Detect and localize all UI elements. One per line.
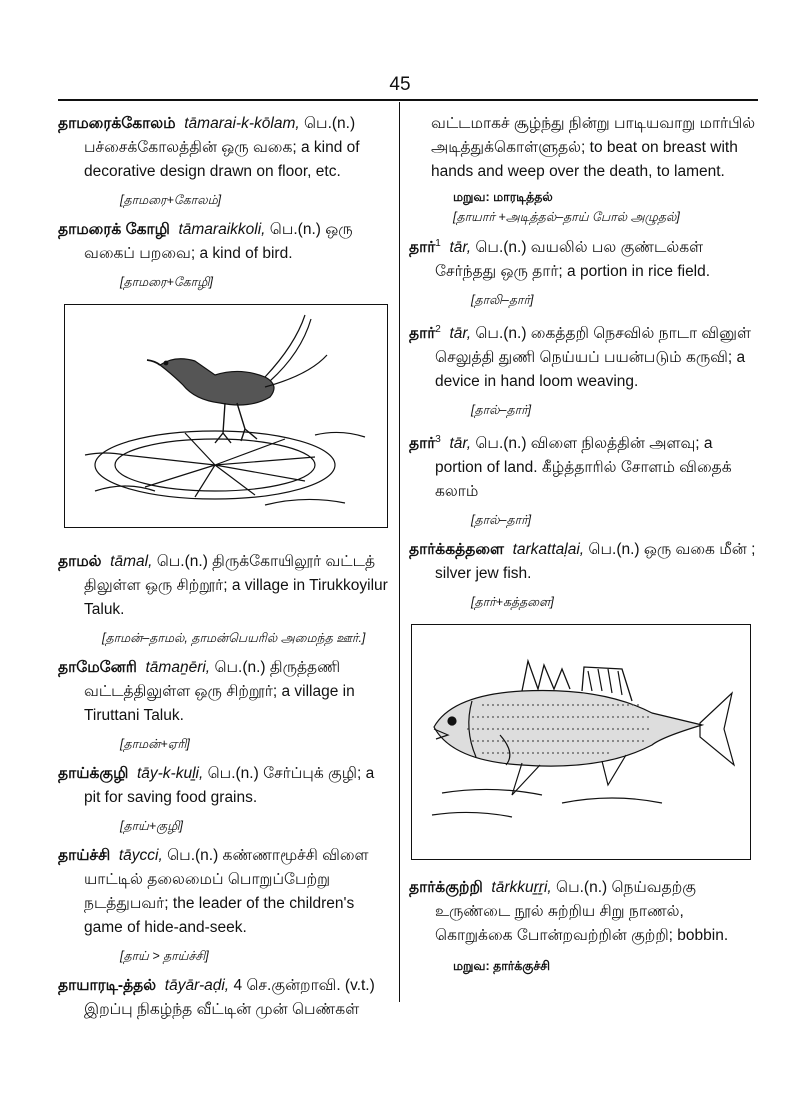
etymology: [தால்–தார்] bbox=[471, 403, 532, 418]
definition: பெ.(n.) வயலில் பல குண்டல்கள் சேர்ந்தது ஒரு தார்; a portion in rice field. bbox=[435, 239, 711, 281]
transliteration: tār, bbox=[449, 435, 472, 453]
definition: 4 செ.குன்றாவி. (v.t.) இறப்பு நிகழ்ந்த வீட்டின் முன் பெண்கள் bbox=[84, 977, 375, 1018]
entry-tamaraikkozhi bbox=[58, 218, 389, 294]
headword: தாமேனேரி bbox=[58, 659, 137, 676]
definition: பெ.(n.) திருத்தணி வட்டத்திலுள்ள ஒரு சிற்றூர்; a village in Tiruttani Taluk. bbox=[84, 659, 355, 724]
headword: தார் bbox=[409, 325, 436, 343]
definition: பெ.(n.) பச்சைக்கோலத்தின் ஒரு வகை; a kind of decorative design drawn on floor, etc. bbox=[84, 115, 360, 180]
entry-taykkuzhi bbox=[58, 762, 389, 838]
entry-tar-3 bbox=[409, 428, 758, 532]
definition: பெ.(n.) திருக்கோயிலூர் வட்டத் திலுள்ள ஒரு சிற்றூர்; a village in Tirukkoyilur Taluk. bbox=[84, 553, 388, 618]
transliteration: tārkkuṟṟi, bbox=[491, 879, 552, 897]
headword: தார் bbox=[409, 435, 436, 453]
entry-tamaraikkolam bbox=[58, 112, 389, 212]
definition: பெ.(n.) ஒரு வகைப் பறவை; a kind of bird. bbox=[84, 221, 353, 262]
entry-tamaneri bbox=[58, 656, 389, 756]
transliteration: tāmaṉēri, bbox=[145, 659, 211, 676]
etymology: [தார்+கத்தளை] bbox=[471, 595, 554, 610]
etymology: [தாமரை+கோழி] bbox=[120, 275, 213, 289]
definition: பெ.(n.) கைத்தறி நெசவில் நாடா வினுள் செலுத்தி துணி நெய்யப் பயன்படும் கருவி; a device in hand loom weaving. bbox=[435, 325, 752, 391]
definition: பெ.(n.) நெய்வதற்கு உருண்டை நூல் சுற்றிய சிறு நாணல், கொறுக்கை போன்றவற்றின் குற்றி; bobbin. bbox=[435, 879, 729, 945]
column-divider bbox=[399, 102, 400, 1002]
page-number: 45 bbox=[389, 74, 411, 95]
homograph-number: 3 bbox=[435, 434, 441, 446]
transliteration: tāycci, bbox=[118, 847, 163, 864]
etymology: [தாமன்+ஏரி] bbox=[120, 737, 190, 751]
entry-tamal bbox=[58, 550, 389, 650]
etymology: [தாய் > தாய்ச்சி] bbox=[120, 949, 209, 963]
headword: தாயாரடி-த்தல் bbox=[58, 977, 157, 994]
bird-illustration bbox=[64, 304, 388, 528]
entry-taycci bbox=[58, 844, 389, 968]
synonym-reference: மறுவ: மாரடித்தல் bbox=[453, 190, 553, 204]
headword: தாமரைக் கோழி bbox=[58, 221, 170, 238]
homograph-number: 2 bbox=[435, 324, 441, 336]
entry-tarkkattalai bbox=[409, 538, 758, 614]
transliteration: tāy-k-kuḻi, bbox=[136, 765, 204, 782]
headword: தாமரைக்கோலம் bbox=[58, 115, 176, 132]
headword: தாமல் bbox=[58, 553, 102, 570]
fish-illustration bbox=[411, 624, 751, 860]
fish-drawing bbox=[412, 625, 750, 859]
headword: தார்க்கத்தளை bbox=[409, 541, 504, 559]
definition: பெ.(n.) கண்ணாமூச்சி விளை யாட்டில் தலைமைப் பொறுப்பேற்று நடத்துபவர்; the leader of the children's game of hide-and-seek. bbox=[84, 847, 369, 936]
left-column bbox=[58, 112, 389, 1028]
definition: பெ.(n.) சேர்ப்புக் குழி; a pit for saving food grains. bbox=[84, 765, 375, 806]
etymology: [தாலி–தார்] bbox=[471, 293, 534, 308]
etymology: [தாமரை+கோலம்] bbox=[120, 193, 222, 207]
definition: பெ.(n.) விளை நிலத்தின் அளவு; a portion of land. கீழ்த்தாரில் சோளம் விதைக் கலாம் bbox=[435, 435, 732, 501]
entry-tayaradittal bbox=[58, 974, 389, 1022]
headword: தார்க்குற்றி bbox=[409, 879, 483, 897]
transliteration: tāmal, bbox=[110, 553, 153, 570]
etymology: [தாய்+குழி] bbox=[120, 819, 183, 833]
continued-definition: வட்டமாகச் சூழ்ந்து நின்று பாடியவாறு மார்பில் அடித்துக்கொள்ளுதல்; to beat on breast with hands and weep over the death, to lament. bbox=[431, 115, 756, 180]
entry-tar-2 bbox=[409, 318, 758, 422]
header-rule bbox=[58, 99, 758, 101]
headword: தார் bbox=[409, 239, 436, 257]
etymology: [தால்–தார்] bbox=[471, 513, 532, 528]
transliteration: tāmaraikkoli, bbox=[178, 221, 266, 238]
transliteration: tarkattaḷai, bbox=[512, 541, 585, 559]
entry-tarkkurri bbox=[409, 876, 758, 978]
bird-drawing bbox=[65, 305, 387, 527]
transliteration: tāyār-aḍi, bbox=[164, 977, 230, 994]
transliteration: tār, bbox=[449, 239, 472, 257]
headword: தாய்க்குழி bbox=[58, 765, 129, 782]
right-column bbox=[409, 112, 758, 984]
homograph-number: 1 bbox=[435, 238, 441, 249]
entry-tar-1 bbox=[409, 232, 758, 312]
etymology: [தாயார் +அடித்தல்–தாய் போல் அழுதல்] bbox=[453, 210, 680, 224]
headword: தாய்ச்சி bbox=[58, 847, 111, 864]
definition: பெ.(n.) ஒரு வகை மீன் ; silver jew fish. bbox=[435, 541, 756, 583]
transliteration: tār, bbox=[449, 325, 472, 343]
synonym-reference: மறுவ: தார்க்குச்சி bbox=[453, 959, 551, 974]
transliteration: tāmarai-k-kōlam, bbox=[184, 115, 300, 132]
etymology: [தாமன்–தாமல், தாமன்பெயரில் அமைந்த ஊர்.] bbox=[102, 631, 366, 645]
